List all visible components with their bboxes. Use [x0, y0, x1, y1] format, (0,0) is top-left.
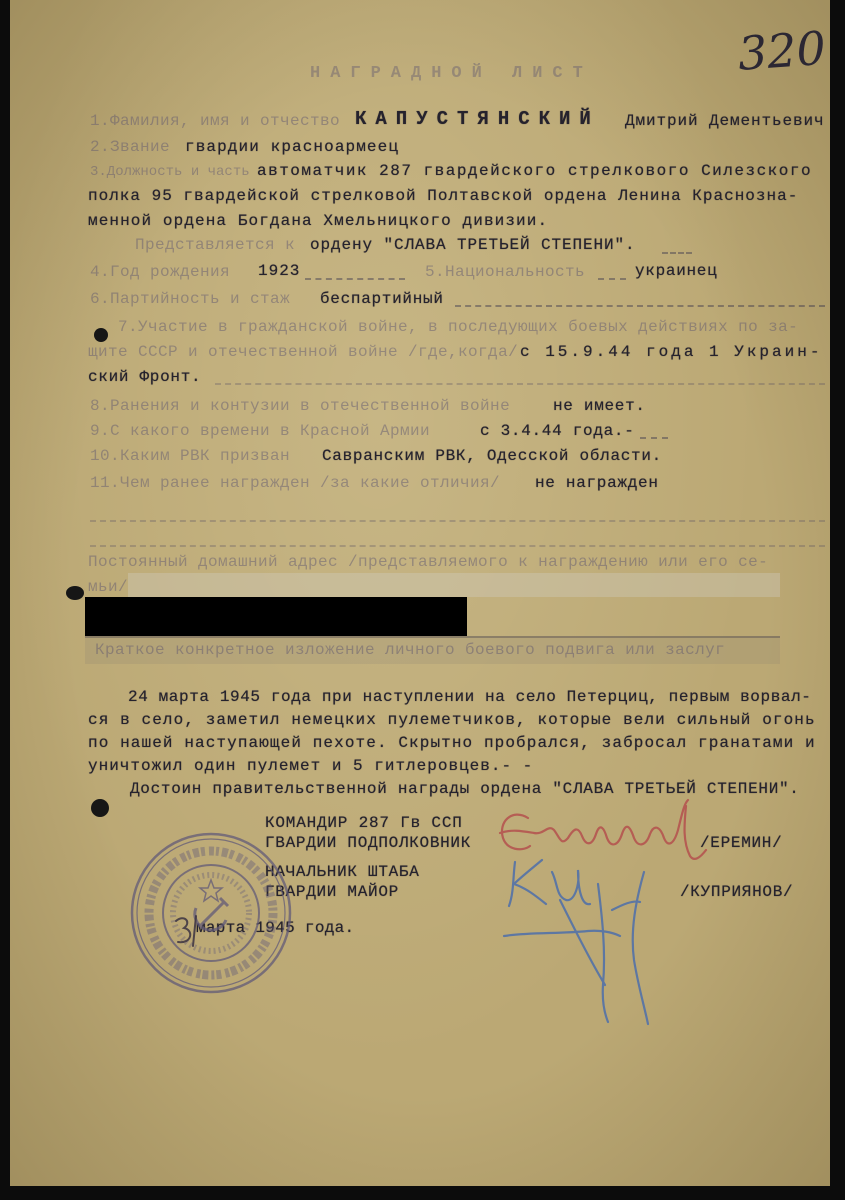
value-war-participation: ский Фронт. — [88, 368, 202, 386]
label-war-participation: щите СССР и отечественной войне /где,когда/ — [88, 343, 519, 361]
document-title: НАГРАДНОЙ ЛИСТ — [310, 64, 593, 83]
feat-text-line: 24 марта 1945 года при наступлении на село Петерциц, первым ворвал- — [128, 688, 812, 706]
archive-page-number: 320 — [736, 20, 828, 81]
feat-text-line: ся в село, заметил немецких пулеметчиков, которые вели сильный огонь — [88, 711, 816, 729]
filler-dashes — [305, 278, 405, 280]
address-shaded-band — [128, 573, 780, 597]
label-birth-year: 4.Год рождения — [90, 263, 231, 281]
label-nationality: 5.Национальность — [425, 263, 586, 281]
label-wounds: 8.Ранения и контузии в отечественной войне — [90, 397, 511, 415]
label-home-address: мьи/ — [88, 578, 129, 596]
feat-text-line: Достоин правительственной награды ордена "СЛАВА ТРЕТЬЕЙ СТЕПЕНИ". — [130, 780, 800, 798]
label-rank: 2.Звание — [90, 138, 171, 156]
value-surname: КАПУСТЯНСКИЙ — [355, 108, 600, 130]
feat-text-line: по нашей наступающей пехоте. Скрытно пробрался, забросал гранатами и — [88, 734, 816, 752]
label-party: 6.Партийность и стаж — [90, 290, 291, 308]
label-feat-heading: Краткое конкретное изложение личного боевого подвига или заслуг — [95, 641, 726, 659]
value-given-names: Дмитрий Дементьевич — [625, 112, 825, 130]
value-army-since: с 3.4.44 года.- — [480, 422, 635, 440]
commander-rank: ГВАРДИИ ПОДПОЛКОВНИК — [265, 834, 472, 852]
filler-dashes — [90, 545, 825, 547]
label-war-participation: 7.Участие в гражданской войне, в последующих боевых действиях по за- — [118, 318, 799, 336]
value-war-participation: с 15.9.44 года 1 Украин- — [520, 343, 823, 361]
chief-of-staff-rank: ГВАРДИИ МАЙОР — [265, 883, 399, 901]
filler-dashes — [598, 278, 626, 280]
label-full-name: 1.Фамилия, имя и отчество — [90, 112, 341, 130]
value-position-line: полка 95 гвардейской стрелковой Полтавской ордена Ленина Краснозна- — [88, 187, 799, 205]
filler-dashes — [215, 383, 825, 385]
value-position-line: менной ордена Богдана Хмельницкого дивизии. — [88, 212, 549, 230]
label-position: 3.Должность и часть — [90, 164, 250, 180]
signing-date: марта 1945 года. — [196, 919, 355, 937]
filler-dashes — [640, 437, 668, 439]
value-nationality: украинец — [635, 262, 718, 280]
label-nominated-for: Представляется к — [135, 236, 296, 254]
label-prior-awards: 11.Чем ранее награжден /за какие отличия/ — [90, 474, 501, 492]
value-nominated-for: ордену "СЛАВА ТРЕТЬЕЙ СТЕПЕНИ". — [310, 236, 636, 254]
value-party: беспартийный — [320, 290, 444, 308]
label-conscripted-by: 10.Каким РВК призван — [90, 447, 291, 465]
label-army-since: 9.С какого времени в Красной Армии — [90, 422, 431, 440]
value-wounds: не имеет. — [553, 397, 646, 415]
label-home-address: Постоянный домашний адрес /представляемого к награждению или его се- — [88, 553, 769, 571]
value-birth-year: 1923 — [258, 262, 301, 280]
value-conscripted-by: Савранским РВК, Одесской области. — [322, 447, 662, 465]
commander-title: КОМАНДИР 287 Гв ССП — [265, 814, 463, 832]
filler-dashes — [90, 520, 825, 522]
value-prior-awards: не награжден — [535, 474, 659, 492]
chief-of-staff-title: НАЧАЛЬНИК ШТАБА — [265, 863, 420, 881]
feat-text-line: уничтожил один пулемет и 5 гитлеровцев.- - — [88, 757, 534, 775]
commander-name: /ЕРЕМИН/ — [700, 834, 783, 852]
value-rank: гвардии красноармеец — [185, 138, 400, 156]
chief-of-staff-name: /КУПРИЯНОВ/ — [680, 883, 794, 901]
filler-dashes — [662, 252, 692, 254]
redaction-box — [85, 597, 467, 636]
filler-dashes — [455, 305, 825, 307]
value-position-line: автоматчик 287 гвардейского стрелкового Силезского — [257, 162, 813, 180]
